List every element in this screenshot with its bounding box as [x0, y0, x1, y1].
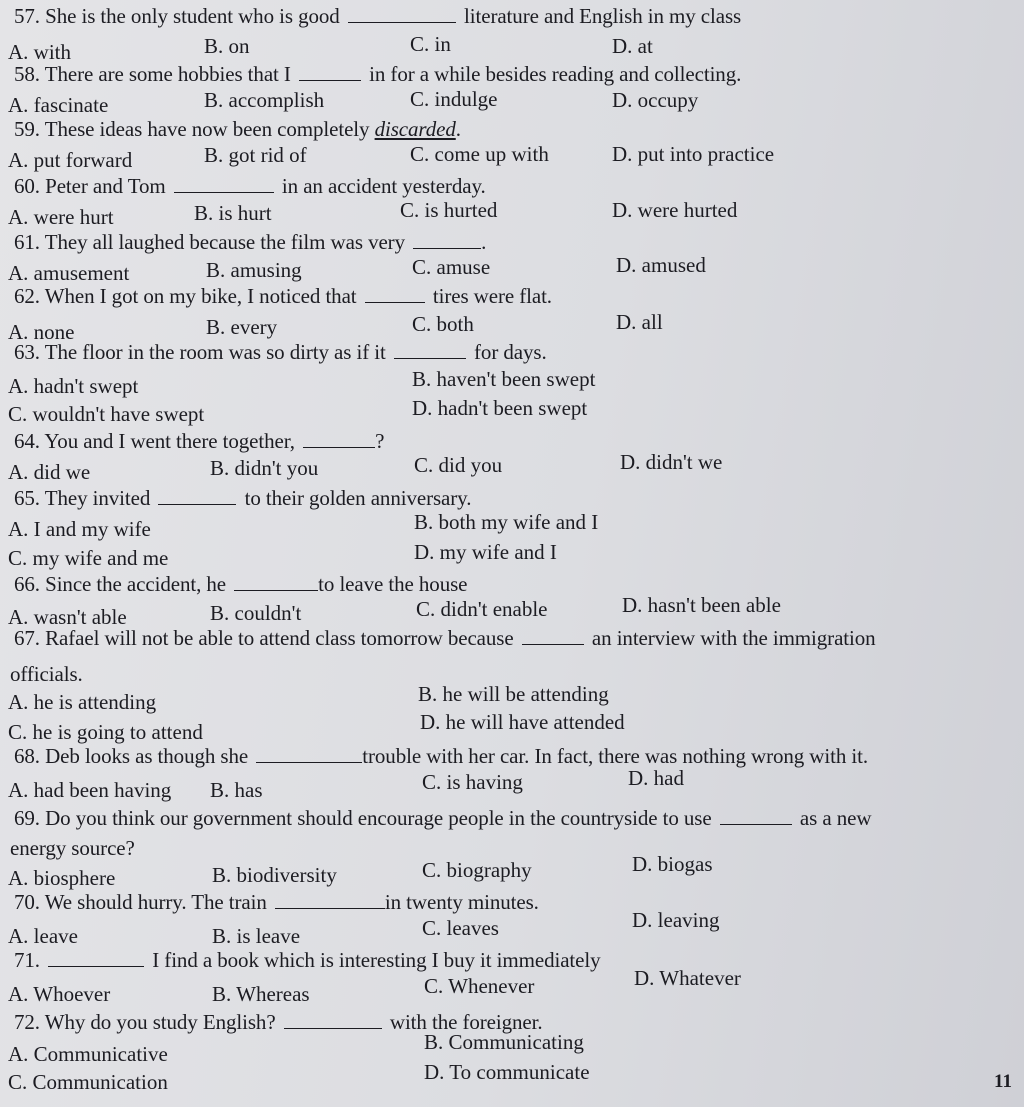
option-a: A. wasn't able	[8, 605, 127, 629]
question-70	[14, 890, 539, 915]
option-d: D. leaving	[632, 908, 720, 932]
option-c: C. my wife and me	[8, 546, 169, 570]
option-c: C. he is going to attend	[8, 720, 203, 744]
question-text-after: for days.	[474, 340, 547, 364]
question-text: Since the accident, he	[45, 572, 226, 596]
question-text-after: in for a while besides reading and collecting.	[369, 62, 742, 86]
option-c: C. in	[410, 32, 451, 56]
answer-blank	[284, 1027, 382, 1029]
question-text: Why do you study English?	[44, 1010, 276, 1034]
option-d: D. Whatever	[634, 966, 741, 990]
option-a: A. fascinate	[8, 93, 109, 117]
question-text: Do you think our government should encourage people in the countryside to use	[45, 806, 712, 830]
option-d: D. didn't we	[620, 450, 723, 474]
question-64	[14, 429, 384, 454]
question-57	[14, 4, 741, 29]
option-a: A. amusement	[8, 261, 130, 285]
answer-blank	[365, 301, 425, 303]
answer-blank	[256, 761, 362, 763]
option-a: A. none	[8, 320, 75, 344]
option-d: D. biogas	[632, 852, 713, 876]
question-67-continuation: officials.	[10, 662, 83, 686]
question-text: We should hurry. The train	[44, 890, 267, 914]
option-d: D. at	[612, 34, 653, 58]
option-a: A. leave	[8, 924, 78, 948]
answer-blank	[720, 823, 792, 825]
question-text-after: to leave the house	[318, 572, 468, 596]
question-text-after: in an accident yesterday.	[281, 174, 486, 198]
option-b: B. accomplish	[204, 88, 325, 112]
answer-blank	[303, 446, 375, 448]
question-60	[14, 174, 486, 199]
question-text-after: ?	[375, 429, 385, 453]
question-text-after: with the foreigner.	[389, 1010, 543, 1034]
question-number: 63.	[14, 340, 40, 364]
option-d: D. hadn't been swept	[412, 396, 588, 420]
question-text-after: .	[481, 230, 487, 254]
underlined-word: discarded	[374, 117, 456, 141]
question-number: 72.	[14, 1010, 40, 1034]
option-c: C. leaves	[422, 916, 499, 940]
question-number: 60.	[14, 174, 40, 198]
question-text-after: literature and English in my class	[464, 4, 742, 28]
option-c: C. indulge	[410, 87, 498, 111]
option-c: C. Whenever	[424, 974, 535, 998]
question-69	[14, 806, 871, 831]
option-c: C. did you	[414, 453, 503, 477]
question-text: Deb looks as though she	[45, 744, 249, 768]
answer-blank	[275, 907, 385, 909]
option-c: C. is having	[422, 770, 523, 794]
option-b: B. got rid of	[204, 143, 307, 167]
option-d: D. he will have attended	[420, 710, 625, 734]
option-c: C. is hurted	[400, 198, 498, 222]
question-67	[14, 626, 876, 651]
question-63	[14, 340, 547, 365]
question-58	[14, 62, 741, 87]
option-a: A. Whoever	[8, 982, 111, 1006]
option-d: D. all	[616, 310, 663, 334]
question-69-continuation: energy source?	[10, 836, 135, 860]
question-text: Rafael will not be able to attend class tomorrow because	[45, 626, 514, 650]
question-number: 67.	[14, 626, 40, 650]
option-b: B. is hurt	[194, 201, 272, 225]
option-b: B. both my wife and I	[414, 510, 599, 534]
option-b: B. amusing	[206, 258, 302, 282]
question-number: 69.	[14, 806, 40, 830]
option-c: C. both	[412, 312, 474, 336]
question-71	[14, 948, 601, 973]
question-number: 68.	[14, 744, 40, 768]
option-a: A. I and my wife	[8, 517, 151, 541]
question-number: 58.	[14, 62, 40, 86]
question-66	[14, 572, 467, 597]
option-d: D. occupy	[612, 88, 699, 112]
question-text: When I got on my bike, I noticed that	[44, 284, 357, 308]
option-a: A. with	[8, 40, 71, 64]
option-c: C. amuse	[412, 255, 491, 279]
option-c: C. come up with	[410, 142, 549, 166]
option-d: D. amused	[616, 253, 706, 277]
question-text-after: to their golden anniversary.	[244, 486, 472, 510]
option-b: B. has	[210, 778, 263, 802]
answer-blank	[234, 589, 318, 591]
option-b: B. Whereas	[212, 982, 310, 1006]
answer-blank	[522, 643, 584, 645]
answer-blank	[48, 965, 144, 967]
option-b: B. he will be attending	[418, 682, 609, 706]
answer-blank	[394, 357, 466, 359]
option-a: A. biosphere	[8, 866, 116, 890]
option-a: A. hadn't swept	[8, 374, 139, 398]
question-text: These ideas have now been completely	[44, 117, 370, 141]
option-d: D. had	[628, 766, 684, 790]
option-d: D. To communicate	[424, 1060, 590, 1084]
option-a: A. put forward	[8, 148, 133, 172]
option-a: A. did we	[8, 460, 91, 484]
question-text: Peter and Tom	[45, 174, 166, 198]
question-59	[14, 117, 461, 142]
question-number: 66.	[14, 572, 40, 596]
question-68	[14, 744, 868, 769]
question-text-after: I find a book which is interesting I buy it immediately	[152, 948, 601, 972]
option-c: C. Communication	[8, 1070, 168, 1094]
answer-blank	[413, 247, 481, 249]
question-text: There are some hobbies that I	[44, 62, 291, 86]
option-b: B. didn't you	[210, 456, 319, 480]
answer-blank	[299, 79, 361, 81]
option-b: B. every	[206, 315, 278, 339]
question-62	[14, 284, 552, 309]
question-number: 61.	[14, 230, 40, 254]
question-number: 62.	[14, 284, 40, 308]
question-text: They invited	[44, 486, 151, 510]
question-text: She is the only student who is good	[45, 4, 340, 28]
question-65	[14, 486, 471, 511]
question-number: 59.	[14, 117, 40, 141]
question-text-after: in twenty minutes.	[384, 890, 539, 914]
question-number: 70.	[14, 890, 40, 914]
option-d: D. were hurted	[612, 198, 738, 222]
option-c: C. didn't enable	[416, 597, 548, 621]
question-number: 64.	[14, 429, 40, 453]
option-c: C. wouldn't have swept	[8, 402, 205, 426]
question-text: The floor in the room was so dirty as if it	[44, 340, 386, 364]
question-number: 57.	[14, 4, 40, 28]
question-text-after: trouble with her car. In fact, there was nothing wrong with it.	[362, 744, 869, 768]
question-text-after: as a new	[799, 806, 872, 830]
option-a: A. he is attending	[8, 690, 157, 714]
option-b: B. on	[204, 34, 250, 58]
option-b: B. is leave	[212, 924, 301, 948]
option-b: B. biodiversity	[212, 863, 337, 887]
answer-blank	[348, 21, 456, 23]
question-text-after: tires were flat.	[432, 284, 552, 308]
option-b: B. couldn't	[210, 601, 302, 625]
question-61	[14, 230, 486, 255]
option-b: B. haven't been swept	[412, 367, 596, 391]
option-c: C. biography	[422, 858, 532, 882]
answer-blank	[174, 191, 274, 193]
question-text: You and I went there together,	[44, 429, 295, 453]
option-d: D. my wife and I	[414, 540, 557, 564]
option-a: A. were hurt	[8, 205, 114, 229]
answer-blank	[158, 503, 236, 505]
question-number: 71.	[14, 948, 40, 972]
option-b: B. Communicating	[424, 1030, 584, 1054]
question-text: They all laughed because the film was very	[44, 230, 405, 254]
question-text-after: an interview with the immigration	[591, 626, 876, 650]
option-a: A. Communicative	[8, 1042, 168, 1066]
question-number: 65.	[14, 486, 40, 510]
question-text-after: .	[455, 117, 461, 141]
option-d: D. put into practice	[612, 142, 775, 166]
option-a: A. had been having	[8, 778, 172, 802]
option-d: D. hasn't been able	[622, 593, 781, 617]
page-number: 11	[994, 1071, 1012, 1092]
